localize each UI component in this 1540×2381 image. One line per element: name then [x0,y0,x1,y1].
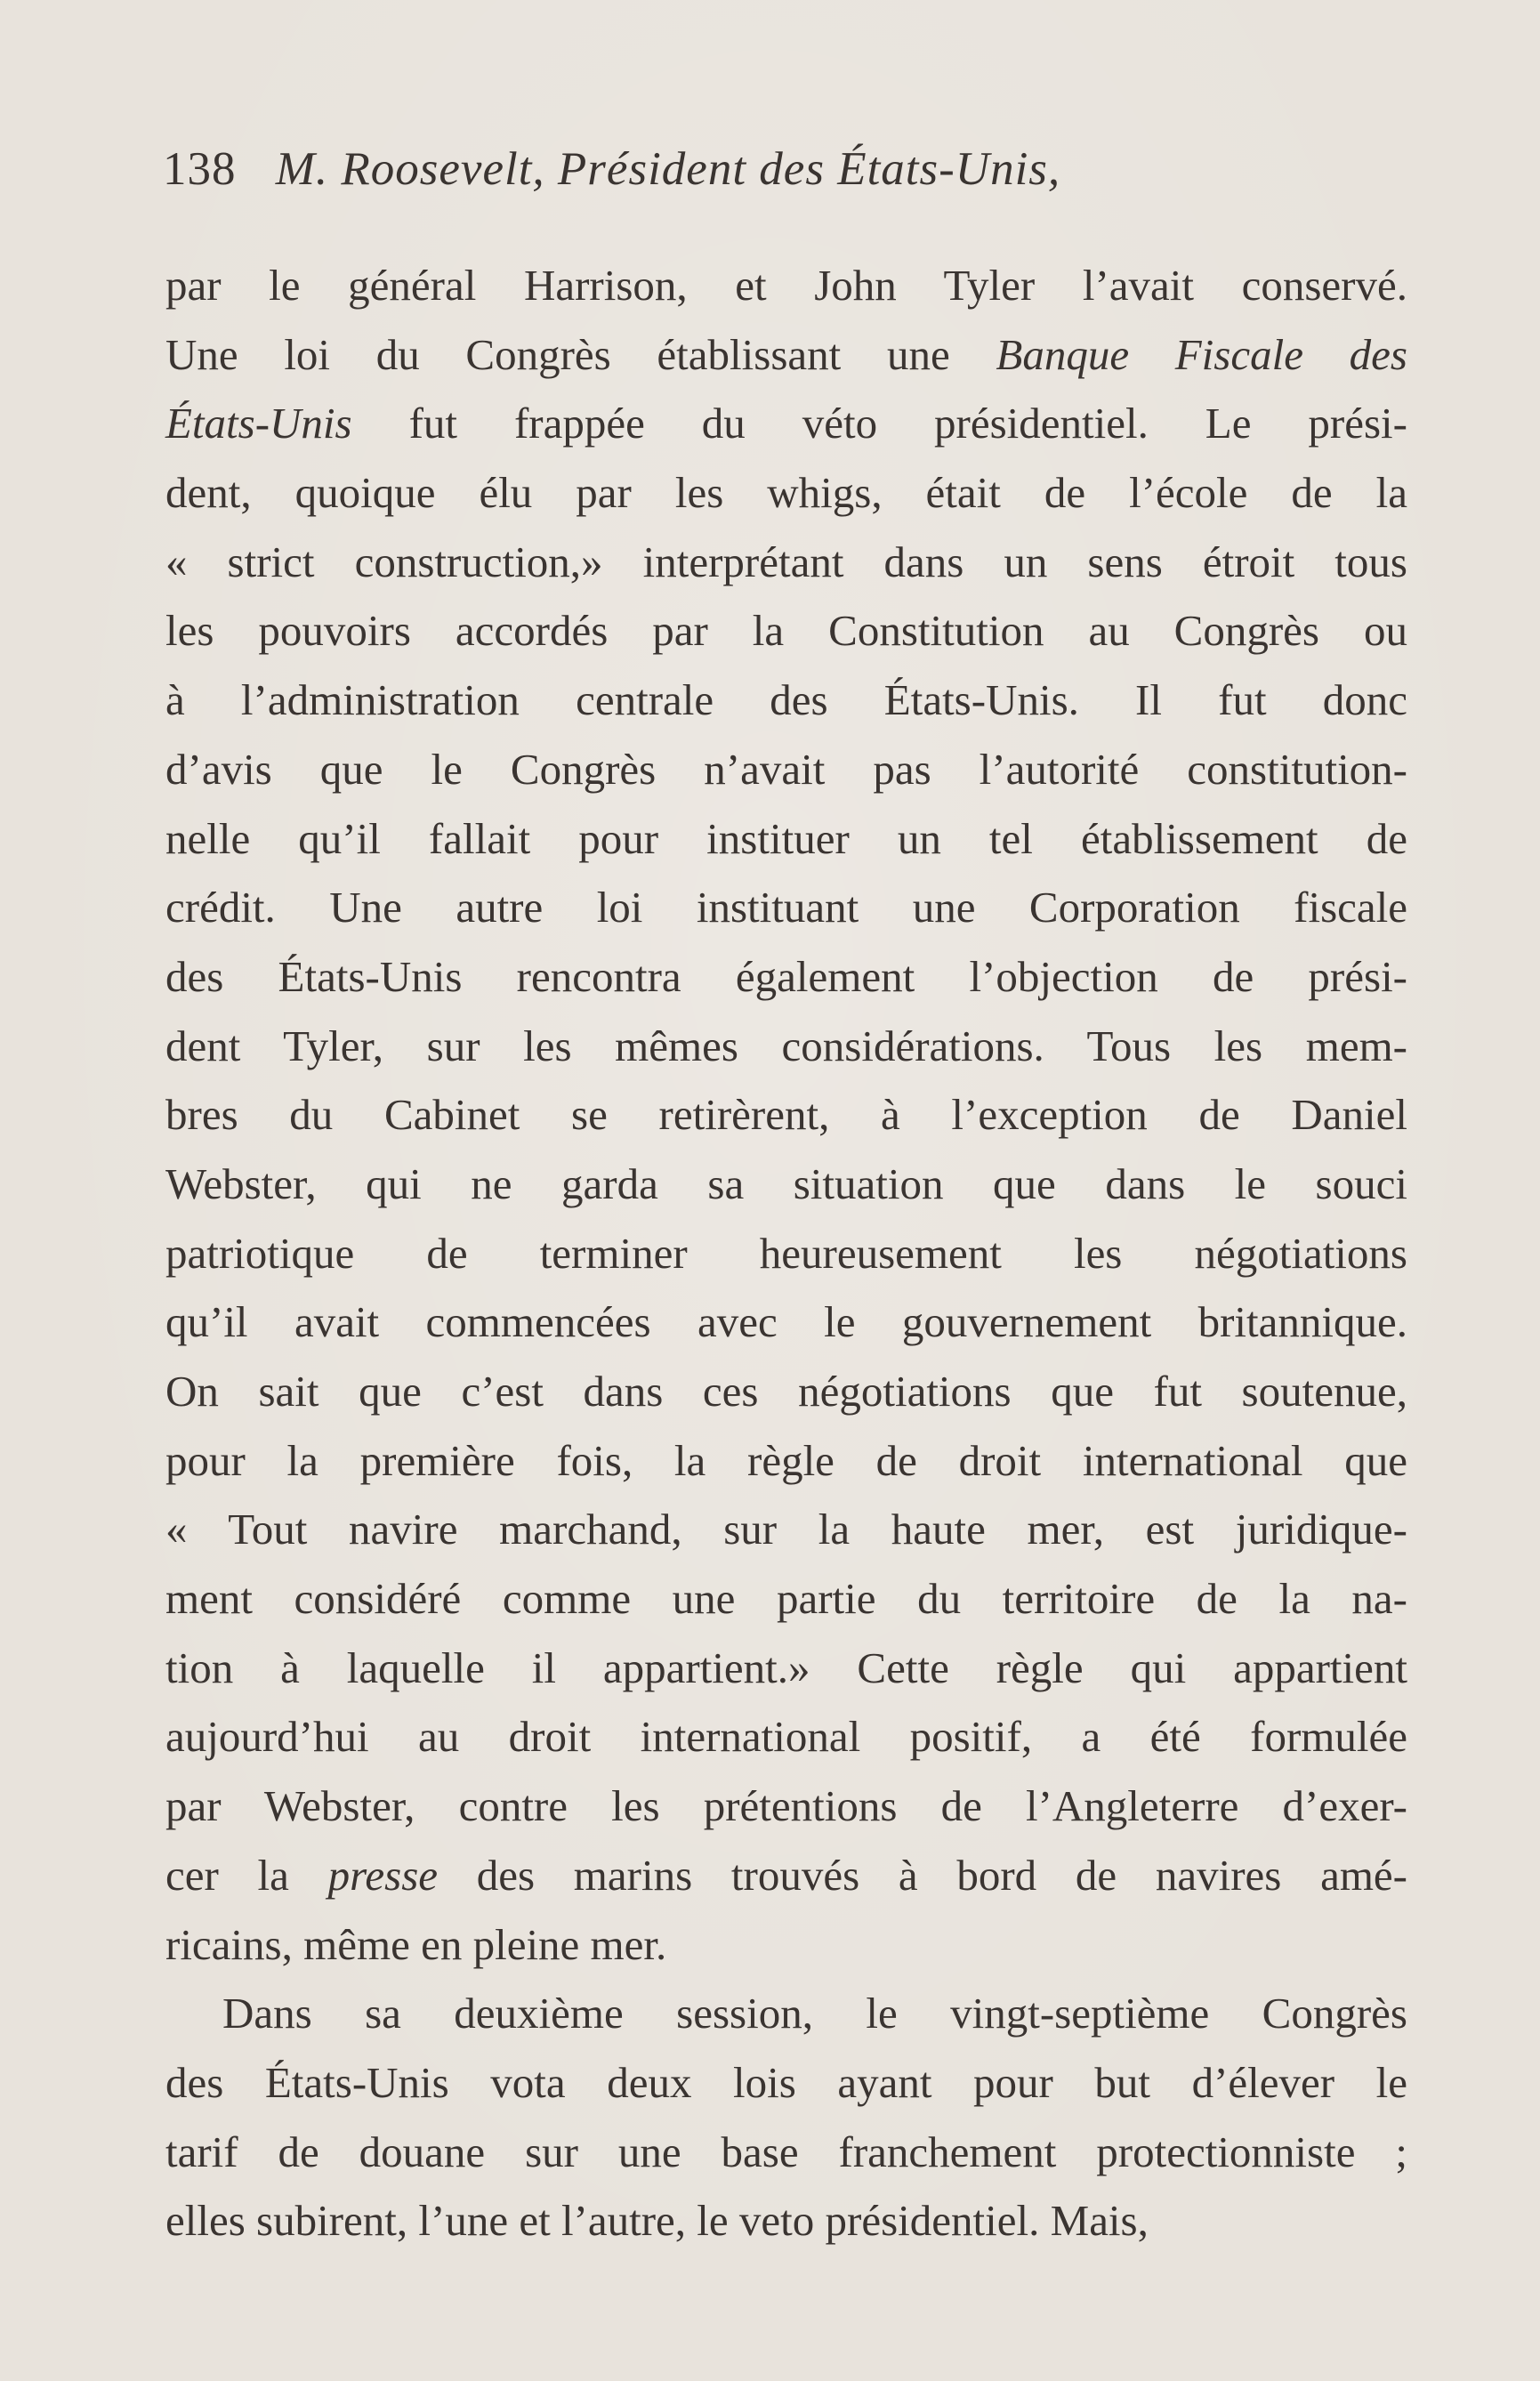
text-segment: par Webster, contre les prétentions de l’Angleterre d’exer- [165,1781,1407,1831]
text-line [165,1495,1407,1564]
text-segment: crédit. Une autre loi instituant une Corporation fiscale [165,883,1407,932]
text-segment: dent, quoique élu par les whigs, était de l’école de la [165,468,1407,518]
text-segment: dent Tyler, sur les mêmes considérations. Tous les mem- [165,1021,1407,1070]
text-segment: Webster, qui ne garda sa situation que dans le souci [165,1158,1407,1208]
text-line [165,1910,1407,1980]
text-segment: « Tout navire marchand, sur la haute mer, est juridique- [165,1505,1407,1554]
text-line [165,596,1407,666]
text-segment: patriotique de terminer heureusement les négotiations [165,1228,1407,1278]
text-segment: des marins trouvés à bord de navires amé- [438,1850,1407,1900]
italic-text: Banque Fiscale des [996,329,1407,379]
text-segment: fut frappée du véto présidentiel. Le prési- [351,399,1407,448]
text-line [165,942,1407,1012]
text-line [165,2118,1407,2187]
text-line [165,389,1407,458]
text-segment: cer la [165,1850,328,1900]
text-line [165,1080,1407,1150]
text-line [165,2186,1407,2256]
text-segment: par le général Harrison, et John Tyler l’avait conservé. [165,261,1407,310]
text-segment: elles subirent, l’une et l’autre, le veto présidentiel. Mais, [165,2196,1149,2246]
italic-text: presse [327,1850,439,1900]
text-line [165,1634,1407,1703]
text-line [165,1287,1407,1357]
text-line [165,1357,1407,1426]
text-line [165,735,1407,804]
text-segment: pour la première fois, la règle de droit international que [165,1435,1407,1485]
text-line [165,320,1407,390]
text-line [165,1219,1407,1288]
text-segment: Dans sa deuxième session, le vingt-septième Congrès [222,1989,1407,2038]
italic-text: États-Unis [165,399,352,448]
text-segment: à l’administration centrale des États-Unis. Il fut donc [165,675,1407,725]
text-segment: les pouvoirs accordés par la Constitution au Congrès ou [165,606,1407,656]
text-segment: tarif de douane sur une base franchement protectionniste ; [165,2127,1407,2176]
text-segment: tion à laquelle il appartient.» Cette règle qui appartient [165,1642,1407,1692]
text-line [165,666,1407,735]
running-title: M. Roosevelt, Président des États-Unis, [275,143,1061,195]
text-line [165,873,1407,942]
text-segment: d’avis que le Congrès n’avait pas l’autorité constitution- [165,744,1407,794]
text-line [165,2048,1407,2118]
text-line [165,804,1407,874]
page-number: 138 [163,143,237,195]
text-segment: qu’il avait commencées avec le gouvernement britannique. [165,1297,1407,1347]
text-segment: ment considéré comme une partie du territoire de la na- [165,1574,1407,1624]
text-line [165,1841,1407,1910]
text-segment: des États-Unis rencontra également l’objection de prési- [165,951,1407,1001]
text-segment: des États-Unis vota deux lois ayant pour but d’élever le [165,2057,1407,2107]
text-line [165,458,1407,528]
text-segment: ricains, même en pleine mer. [165,1919,667,1969]
text-segment: « strict construction,» interprétant dans un sens étroit tous [165,537,1407,586]
text-line [165,528,1407,597]
text-line [165,1150,1407,1219]
text-line [165,1426,1407,1496]
text-line [165,1772,1407,1841]
text-segment: On sait que c’est dans ces négotiations que fut soutenue, [165,1367,1407,1416]
text-segment: Une loi du Congrès établissant une [165,329,996,379]
text-segment: aujourd’hui au droit international positif, a été formulée [165,1712,1407,1762]
text-line [165,251,1407,320]
text-segment: bres du Cabinet se retirèrent, à l’exception de Daniel [165,1090,1407,1140]
text-line [165,1702,1407,1772]
text-line [165,1564,1407,1634]
text-segment: nelle qu’il fallait pour instituer un tel établissement de [165,813,1407,863]
running-header [163,141,1060,198]
body-text [165,251,1407,2256]
text-line [165,1979,1407,2048]
text-line [165,1012,1407,1081]
